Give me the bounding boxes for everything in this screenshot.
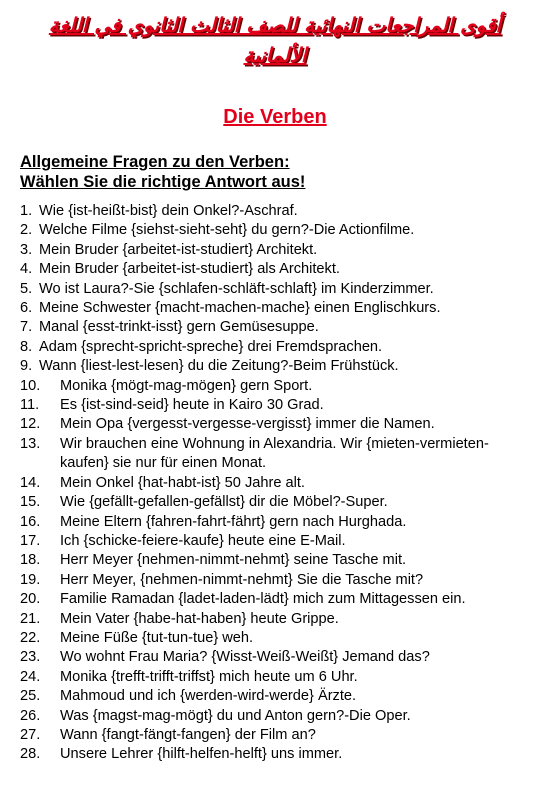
section-title: Die Verben	[223, 106, 327, 128]
item-number: 3.	[20, 241, 33, 258]
exercise-item	[20, 241, 535, 260]
item-text: Es {ist-sind-seid} heute in Kairo 30 Grad.	[60, 397, 324, 414]
item-text: Mein Onkel {hat-habt-ist} 50 Jahre alt.	[60, 474, 305, 491]
item-number: 7.	[20, 319, 33, 336]
item-text: Adam {sprecht-spricht-spreche} drei Fremdsprachen.	[39, 338, 383, 355]
exercise-item	[20, 551, 535, 570]
item-text: Wir brauchen eine Wohnung in Alexandria. Wir {mieten-vermieten-kaufen} sie nur für einen Monat.	[60, 435, 489, 472]
item-text: Mahmoud und ich {werden-wird-werde} Ärzte.	[60, 688, 357, 705]
item-number: 19.	[20, 571, 41, 588]
item-text: Meine Füße {tut-tun-tue} weh.	[60, 629, 254, 646]
item-number: 26.	[20, 707, 41, 724]
exercise-item	[20, 357, 535, 376]
exercise-item	[20, 610, 535, 629]
item-number: 5.	[20, 280, 33, 297]
item-number: 2.	[20, 222, 33, 239]
exercise-item	[20, 571, 535, 590]
item-text: Meine Eltern {fahren-fahrt-fährt} gern nach Hurghada.	[60, 513, 407, 530]
item-number: 6.	[20, 300, 33, 317]
item-number: 28.	[20, 746, 41, 763]
item-number: 25.	[20, 688, 41, 705]
exercise-item	[20, 435, 535, 474]
exercise-item	[20, 668, 535, 687]
item-text: Familie Ramadan {ladet-laden-lädt} mich zum Mittagessen ein.	[60, 591, 466, 608]
item-number: 15.	[20, 494, 41, 511]
exercise-list	[20, 202, 535, 765]
exercise-item	[20, 415, 535, 434]
exercise-item	[20, 745, 535, 764]
arabic-title: أقوى المراجعات النهائية للصف الثالث الثانوي في اللغة الألمانية	[48, 13, 502, 67]
item-number: 10.	[20, 377, 41, 394]
item-number: 17.	[20, 532, 41, 549]
exercise-item	[20, 707, 535, 726]
item-number: 27.	[20, 726, 41, 743]
item-text: Unsere Lehrer {hilft-helfen-helft} uns immer.	[60, 746, 343, 763]
item-text: Monika {mögt-mag-mögen} gern Sport.	[60, 377, 313, 394]
exercise-item	[20, 687, 535, 706]
item-text: Mein Opa {vergesst-vergesse-vergisst} immer die Namen.	[60, 416, 435, 433]
exercise-item	[20, 513, 535, 532]
exercise-item	[20, 532, 535, 551]
item-text: Herr Meyer {nehmen-nimmt-nehmt} seine Tasche mit.	[60, 552, 407, 569]
item-number: 16.	[20, 513, 41, 530]
item-text: Wann {liest-lest-lesen} du die Zeitung?-Beim Frühstück.	[39, 358, 399, 375]
item-text: Mein Vater {habe-hat-haben} heute Grippe.	[60, 610, 339, 627]
item-text: Ich {schicke-feiere-kaufe} heute eine E-Mail.	[60, 532, 346, 549]
item-number: 23.	[20, 649, 41, 666]
item-text: Welche Filme {siehst-sieht-seht} du gern?-Die Actionfilme.	[39, 222, 415, 239]
item-number: 24.	[20, 668, 41, 685]
item-number: 12.	[20, 416, 41, 433]
item-number: 1.	[20, 203, 33, 219]
item-text: Was {magst-mag-mögt} du und Anton gern?-Die Oper.	[60, 707, 411, 724]
exercise-item	[20, 590, 535, 609]
item-number: 9.	[20, 358, 33, 375]
item-text: Wann {fangt-fängt-fangen} der Film an?	[60, 726, 316, 743]
item-text: Wo ist Laura?-Sie {schlafen-schläft-schlaft} im Kinderzimmer.	[39, 280, 434, 297]
item-number: 22.	[20, 629, 41, 646]
item-number: 20.	[20, 591, 41, 608]
exercise-item	[20, 221, 535, 240]
item-text: Manal {esst-trinkt-isst} gern Gemüsesuppe.	[39, 319, 319, 336]
item-text: Mein Bruder {arbeitet-ist-studiert} Architekt.	[39, 241, 318, 258]
item-text: Mein Bruder {arbeitet-ist-studiert} als Architekt.	[39, 261, 340, 278]
exercise-item	[20, 493, 535, 512]
exercise-item	[20, 260, 535, 279]
instruction-heading-1: Allgemeine Fragen zu den Verben:	[20, 153, 290, 171]
item-number: 11.	[20, 397, 40, 414]
item-number: 21.	[20, 610, 41, 627]
exercise-item	[20, 474, 535, 493]
exercise-item	[20, 648, 535, 667]
item-number: 8.	[20, 338, 33, 355]
item-text: Wie {gefällt-gefallen-gefällst} dir die Möbel?-Super.	[60, 494, 388, 511]
exercise-item	[20, 202, 535, 221]
exercise-item	[20, 299, 535, 318]
item-text: Monika {trefft-trifft-triffst} mich heute um 6 Uhr.	[60, 668, 358, 685]
exercise-item	[20, 396, 535, 415]
exercise-item	[20, 629, 535, 648]
exercise-item	[20, 280, 535, 299]
item-number: 18.	[20, 552, 41, 569]
exercise-item	[20, 318, 535, 337]
item-text: Meine Schwester {macht-machen-mache} einen Englischkurs.	[39, 300, 441, 317]
item-text: Wie {ist-heißt-bist} dein Onkel?-Aschraf.	[39, 203, 298, 219]
item-number: 13.	[20, 435, 41, 452]
exercise-item	[20, 726, 535, 745]
item-text: Herr Meyer, {nehmen-nimmt-nehmt} Sie die Tasche mit?	[60, 571, 424, 588]
instruction-heading-2: Wählen Sie die richtige Antwort aus!	[20, 173, 306, 191]
exercise-item	[20, 338, 535, 357]
item-text: Wo wohnt Frau Maria? {Wisst-Weiß-Weißt} Jemand das?	[60, 649, 430, 666]
item-number: 14.	[20, 474, 41, 491]
item-number: 4.	[20, 261, 33, 278]
exercise-item	[20, 377, 535, 396]
